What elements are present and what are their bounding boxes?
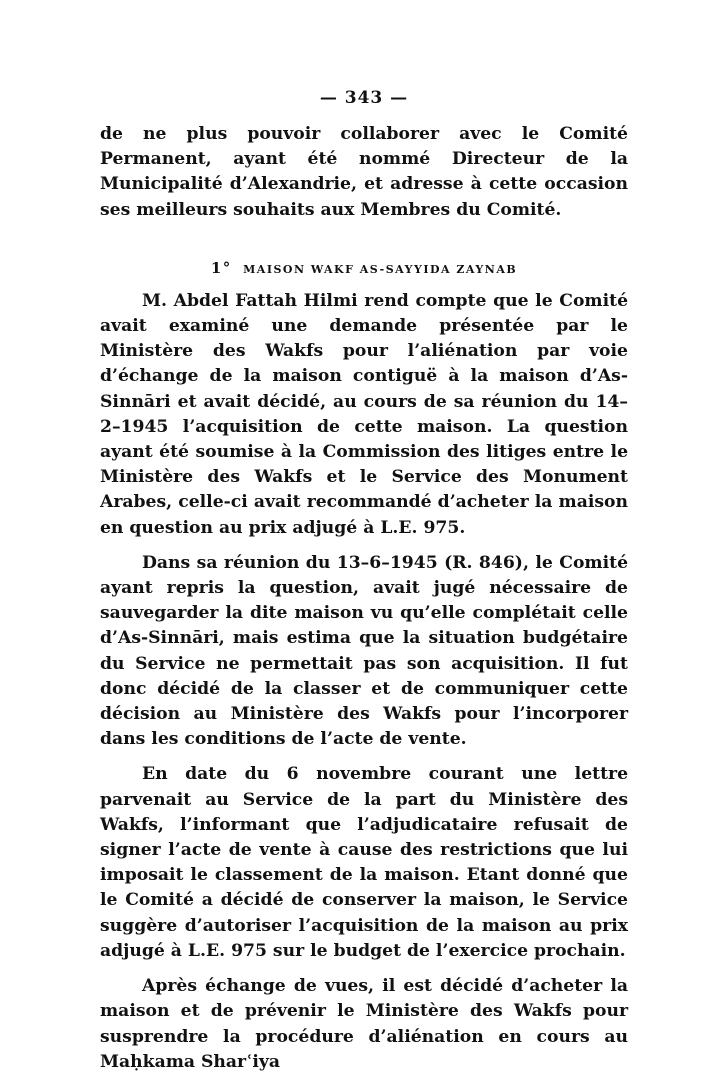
section-title: MAISON WAKF AS-SAYYIDA ZAYNAB — [243, 262, 518, 276]
paragraph-1: M. Abdel Fattah Hilmi rend compte que le Comité avait examiné une demande présentée par le Ministère des Wakfs pour l’aliénation par voie d’échange de la maison contiguë à la maison d’As-Sinnāri et avait décidé, au cours de sa réunion du 14–2–1945 l’acquisition de cette maison. La question ayant été soumise à la Commission des litiges entre le Ministère des Wakfs et le Service des Monument Arabes, celle-ci avait recommandé d’acheter la maison en question au prix adjugé à L.E. 975. — [100, 290, 628, 538]
page-number: — 343 — — [319, 88, 409, 108]
section-heading — [100, 259, 628, 277]
paragraph-3: En date du 6 novembre courant une lettre parvenait au Service de la part du Ministère des Wakfs, l’informant que l’adjudicataire refusait de signer l’acte de vente à cause des restrictions que lui imposait le classement de la maison. Etant donné que le Comité a décidé de conserver la maison, le Service suggère d’autoriser l’acquisition de la maison au prix adjugé à L.E. 975 sur le budget de l’exercice prochain. — [100, 764, 628, 961]
paragraph-continuation: de ne plus pouvoir collaborer avec le Comité Permanent, ayant été nommé Directeur de la Municipalité d’Alexandrie, et adresse à cette occasion ses meilleurs souhaits aux Membres du Comité. — [100, 124, 628, 220]
section-number: 1° — [210, 258, 232, 277]
document-page — [100, 88, 628, 1075]
paragraph-2: Dans sa réunion du 13–6–1945 (R. 846), le Comité ayant repris la question, avait jugé nécessaire de sauvegarder la dite maison vu qu’elle complétait celle d’As-Sinnāri, mais estima que la situation budgétaire du Service ne permettait pas son acquisition. Il fut donc décidé de la classer et de communiquer cette décision au Ministère des Wakfs pour l’incorporer dans les conditions de l’acte de vente. — [100, 552, 628, 750]
paragraph-4: Après échange de vues, il est décidé d’acheter la maison et de prévenir le Ministère des Wakfs pour susprendre la procédure d’aliénation en cours au Maḥkama Sharʿiya — [100, 976, 628, 1072]
